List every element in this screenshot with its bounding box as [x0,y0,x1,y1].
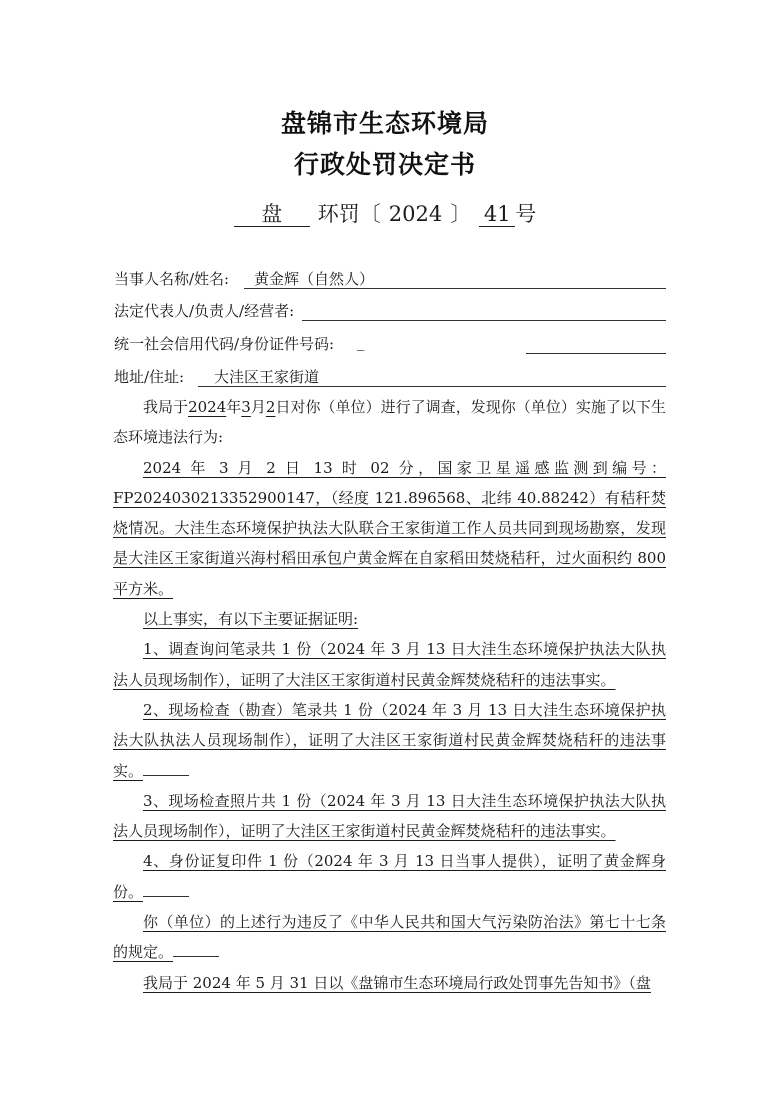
party-name-value: 黄金辉（自然人） [254,270,375,288]
paragraph-facts: 2024 年 3 月 2 日 13 时 02 分，国家卫星遥感监测到编号：FP2024030213352900147，（经度 121.896568、北纬 40.88242）有秸秆焚烧情况。大洼生态环境保护执法大队联合王家街道工作人员共同到现场勘察，发现是大洼区王家街道兴海村稻田承包户黄金辉在自家稻田焚烧秸秆，过火面积约 800 平方米。 [113,458,666,598]
paragraph-evidence-1: 1、调查询问笔录共 1 份（2024 年 3 月 13 日大洼生态环境保护执法大队执法人员现场制作），证明了大洼区王家街道村民黄金辉焚烧秸秆的违法事实。 [113,640,666,689]
legal-rep-field [114,300,666,322]
paragraph-violation: 你（单位）的上述行为违反了《中华人民共和国大气污染防治法》第七十七条的规定。 [113,913,666,962]
credit-code-underline [526,353,666,354]
document-title: 行政处罚决定书 [293,150,476,179]
agency-title: 盘锦市生态环境局 [280,109,489,138]
party-name-label: 当事人名称/姓名: [114,270,230,288]
legal-rep-underline [302,320,666,321]
doc-close: 〕 [450,202,472,226]
credit-code-value: _ [357,333,365,351]
document-number [0,198,770,228]
party-name-field [114,268,666,290]
credit-code-label: 统一社会信用代码/身份证件号码: [114,335,335,353]
address-label: 地址/住址: [114,368,185,386]
paragraph-evidence-3: 3、现场检查照片共 1 份（2024 年 3 月 13 日大洼生态环境保护执法大队执法人员现场制作），证明了大洼区王家街道村民黄金辉焚烧秸秆的违法事实。 [113,791,666,841]
paragraph-evidence-intro: 以上事实，有以下主要证据证明: [143,610,359,629]
address-value: 大洼区王家街道 [214,368,320,386]
doc-middle: 环罚〔 [317,202,381,226]
doc-suffix: 号 [515,202,537,226]
doc-year: 2024 [388,202,443,226]
legal-rep-label: 法定代表人/负责人/经营者: [114,302,295,320]
paragraph-notice: 我局于 2024 年 5 月 31 日以《盘锦市生态环境局行政处罚事先告知书》（盘 [143,973,651,992]
paragraph-evidence-2: 2、现场检查（勘查）笔录共 1 份（2024 年 3 月 13 日大洼生态环境保护执法大队执法人员现场制作），证明了大洼区王家街道村民黄金辉焚烧秸秆的违法事实。 [113,700,666,780]
doc-prefix: 盘 [234,202,310,227]
paragraph-evidence-4: 4、身份证复印件 1 份（2024 年 3 月 13 日当事人提供），证明了黄金辉身份。 [113,852,666,901]
body-text [113,392,666,998]
doc-number-value: 41 [479,202,515,227]
credit-code-field [114,333,666,355]
paragraph-investigation: 我局于2024年3月2日对你（单位）进行了调查，发现你（单位）实施了以下生态环境违法行为: [113,398,666,447]
address-field [114,366,666,388]
